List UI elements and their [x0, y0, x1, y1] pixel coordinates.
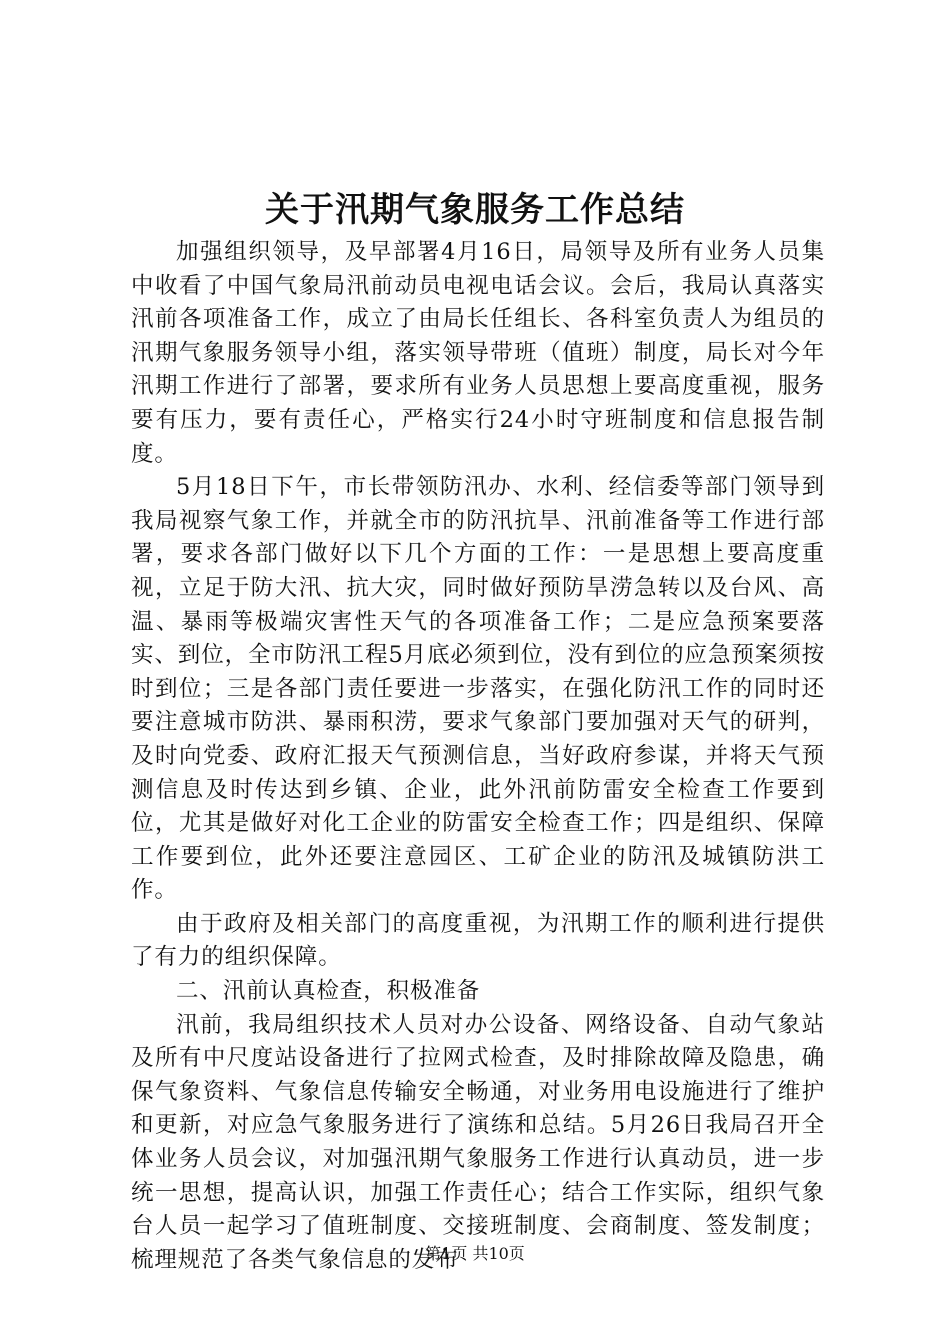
section-heading-preparation: 二、汛前认真检查，积极准备	[176, 978, 481, 1005]
paragraph-organization: 加强组织领导，及早部署4月16日，局领导及所有业务人员集中收看了中国气象局汛前动员电视电话会议。会后，我局认真落实汛前各项准备工作，成立了由局长任组长、各科室负责人为组员的汛期气象服务领导小组，落实领导带班（值班）制度，局长对今年汛期工作进行了部署，要求所有业务人员思想上要高度重视，服务要有压力，要有责任心，严格实行24小时守班制度和信息报告制度。	[131, 239, 825, 467]
paragraph-guarantee: 由于政府及相关部门的高度重视，为汛期工作的顺利进行提供了有力的组织保障。	[131, 910, 825, 971]
paragraph-mayor-inspection: 5月18日下午，市长带领防汛办、水利、经信委等部门领导到我局视察气象工作，并就全市的防汛抗旱、汛前准备等工作进行部署，要求各部门做好以下几个方面的工作：一是思想上要高度重视，立足于防大汛、抗大灾，同时做好预防旱涝急转以及台风、高温、暴雨等极端灾害性天气的各项准备工作；二是应急预案要落实、到位，全市防汛工程5月底必须到位，没有到位的应急预案须按时到位；三是各部门责任要进一步落实，在强化防汛工作的同时还要注意城市防洪、暴雨积涝，要求气象部门要加强对天气的研判，及时向党委、政府汇报天气预测信息，当好政府参谋，并将天气预测信息及时传达到乡镇、企业，此外汛前防雷安全检查工作要到位，尤其是做好对化工企业的防雷安全检查工作；四是组织、保障工作要到位，此外还要注意园区、工矿企业的防汛及城镇防洪工作。	[131, 474, 825, 904]
paragraph-equipment-check: 汛前，我局组织技术人员对办公设备、网络设备、自动气象站及所有中尺度站设备进行了拉网式检查，及时排除故障及隐患，确保气象资料、气象信息传输安全畅通，对业务用电设施进行了维护和更新，对应急气象服务进行了演练和总结。5月26日我局召开全体业务人员会议，对加强汛期气象服务工作进行认真动员，进一步统一思想，提高认识，加强工作责任心；结合工作实际，组织气象台人员一起学习了值班制度、交接班制度、会商制度、签发制度；梳理规范了各类气象信息的发布	[131, 1011, 825, 1273]
document-title: 关于汛期气象服务工作总结	[265, 190, 685, 230]
page-number-footer: 第1页 共10页	[425, 1244, 525, 1263]
document-body	[131, 236, 825, 1277]
